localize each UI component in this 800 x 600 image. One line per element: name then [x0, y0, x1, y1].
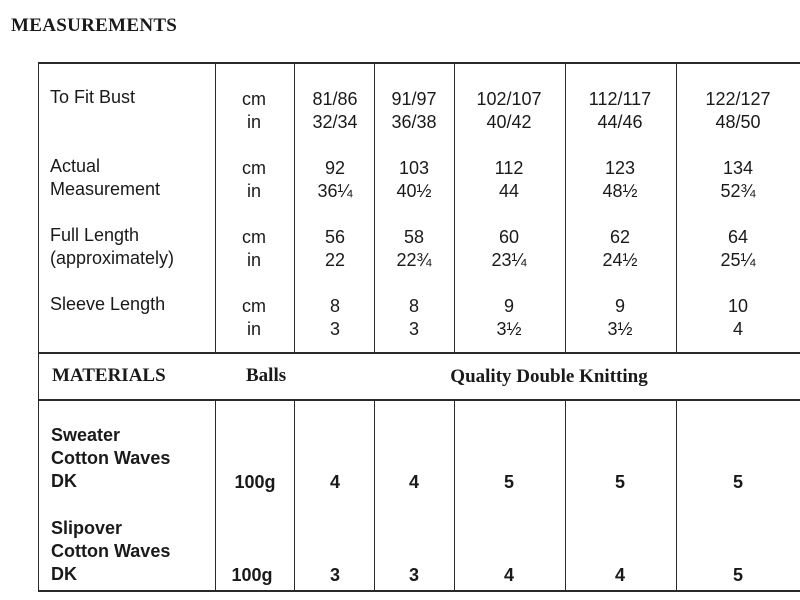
unit-in: in [246, 112, 262, 132]
yarn-quality-heading: Quality Double Knitting [450, 366, 648, 387]
sleeve-in-5: 4 [732, 319, 744, 339]
bust-in-5: 48/50 [715, 112, 761, 132]
actual-in-5: 52¾ [720, 181, 756, 201]
unit-cm: cm [242, 227, 266, 247]
col-sep [215, 399, 216, 592]
length-cm-5: 64 [727, 227, 749, 247]
sweater-yarn: Cotton Waves [51, 448, 171, 468]
col-sep [676, 62, 677, 352]
table-bottom-border [38, 590, 800, 592]
col-sep [294, 62, 295, 352]
page-title: MEASUREMENTS [11, 15, 178, 36]
table-left-border [38, 62, 39, 592]
sweater-weight: 100g [234, 472, 276, 492]
length-in-2: 22¾ [396, 250, 432, 270]
actual-cm-5: 134 [722, 158, 754, 178]
row-label-sleeve-length: Sleeve Length [50, 294, 166, 314]
slipover-weight: 100g [231, 565, 273, 585]
length-in-4: 24½ [602, 250, 638, 270]
col-sep [565, 399, 566, 592]
table-top-border [38, 62, 800, 64]
row-label-full-length: Full Length [50, 225, 140, 245]
bust-in-2: 36/38 [391, 112, 437, 132]
slipover-balls-3: 4 [503, 565, 515, 585]
materials-heading: MATERIALS [52, 365, 166, 386]
actual-cm-4: 123 [604, 158, 636, 178]
length-in-3: 23¼ [491, 250, 527, 270]
col-sep [454, 399, 455, 592]
length-cm-2: 58 [403, 227, 425, 247]
actual-in-2: 40½ [396, 181, 432, 201]
unit-in: in [246, 319, 262, 339]
sweater-balls-3: 5 [503, 472, 515, 492]
actual-in-4: 48½ [602, 181, 638, 201]
col-sep [215, 62, 216, 352]
row-label-full-length-2: (approximately) [50, 248, 175, 268]
section-divider [38, 352, 800, 354]
length-cm-4: 62 [609, 227, 631, 247]
col-sep [374, 62, 375, 352]
materials-header-divider [38, 399, 800, 401]
sleeve-cm-3: 9 [503, 296, 515, 316]
actual-cm-2: 103 [398, 158, 430, 178]
length-cm-1: 56 [324, 227, 346, 247]
unit-cm: cm [242, 158, 266, 178]
slipover-balls-5: 5 [732, 565, 744, 585]
bust-in-4: 44/46 [597, 112, 643, 132]
length-in-5: 25¼ [720, 250, 756, 270]
sleeve-cm-1: 8 [329, 296, 341, 316]
col-sep [676, 399, 677, 592]
measurements-table [38, 62, 800, 592]
row-label-actual: Actual [50, 156, 101, 176]
slipover-balls-2: 3 [408, 565, 420, 585]
sleeve-in-2: 3 [408, 319, 420, 339]
sweater-label: Sweater [51, 425, 121, 445]
sleeve-in-1: 3 [329, 319, 341, 339]
col-sep [374, 399, 375, 592]
actual-cm-1: 92 [324, 158, 346, 178]
balls-heading: Balls [246, 365, 287, 386]
row-label-to-fit-bust: To Fit Bust [50, 87, 136, 107]
sweater-balls-4: 5 [614, 472, 626, 492]
bust-cm-4: 112/117 [588, 89, 652, 109]
sweater-yarn-type: DK [51, 471, 77, 491]
unit-cm: cm [242, 296, 266, 316]
unit-in: in [246, 250, 262, 270]
row-label-actual-2: Measurement [50, 179, 161, 199]
bust-cm-5: 122/127 [705, 89, 771, 109]
bust-in-3: 40/42 [486, 112, 532, 132]
sleeve-in-3: 3½ [496, 319, 522, 339]
unit-cm: cm [242, 89, 266, 109]
actual-in-1: 36¼ [317, 181, 353, 201]
sweater-balls-5: 5 [732, 472, 744, 492]
slipover-label: Slipover [51, 518, 123, 538]
sleeve-cm-2: 8 [408, 296, 420, 316]
sleeve-cm-5: 10 [727, 296, 749, 316]
sweater-balls-2: 4 [408, 472, 420, 492]
sweater-balls-1: 4 [329, 472, 341, 492]
slipover-balls-1: 3 [329, 565, 341, 585]
col-sep [294, 399, 295, 592]
slipover-yarn: Cotton Waves [51, 541, 171, 561]
slipover-yarn-type: DK [51, 564, 77, 584]
col-sep [454, 62, 455, 352]
bust-cm-1: 81/86 [312, 89, 358, 109]
actual-in-3: 44 [498, 181, 520, 201]
actual-cm-3: 112 [494, 158, 524, 178]
sleeve-cm-4: 9 [614, 296, 626, 316]
bust-cm-2: 91/97 [391, 89, 437, 109]
length-in-1: 22 [324, 250, 346, 270]
unit-in: in [246, 181, 262, 201]
length-cm-3: 60 [498, 227, 520, 247]
sleeve-in-4: 3½ [607, 319, 633, 339]
slipover-balls-4: 4 [614, 565, 626, 585]
bust-cm-3: 102/107 [476, 89, 542, 109]
col-sep [565, 62, 566, 352]
bust-in-1: 32/34 [312, 112, 358, 132]
